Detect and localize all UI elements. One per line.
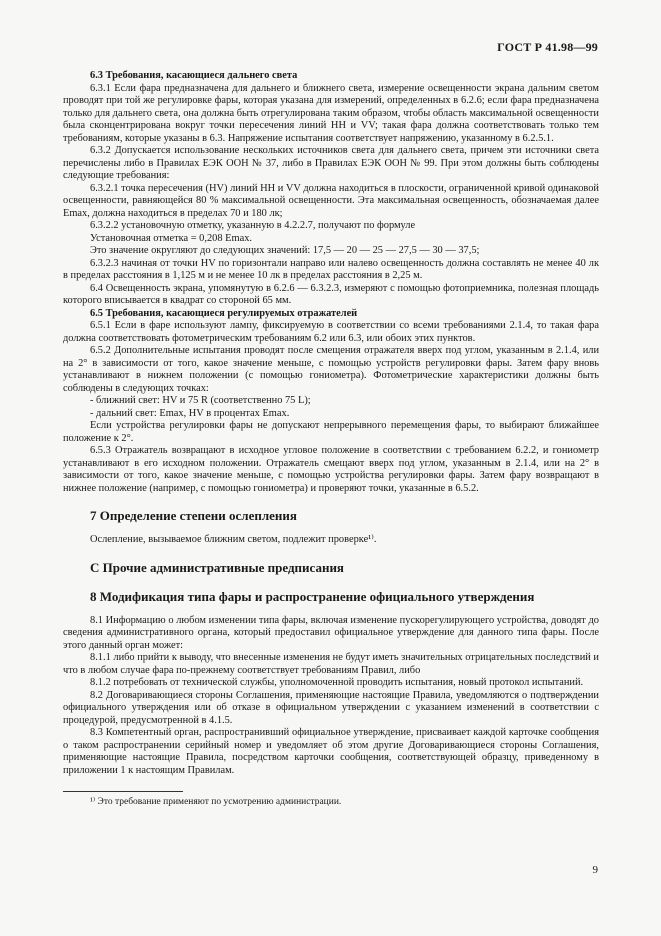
paragraph: 8.1.2 потребовать от технической службы, уполномоченной проводить испытания, новый протокол испытаний. [90, 677, 584, 688]
chapter-heading: 7 Определение степени ослепления [90, 508, 297, 523]
chapter-heading: С Прочие административные предписания [90, 559, 344, 575]
paragraph: 6.3.2.3 начиная от точки HV по горизонтали направо или налево освещенность должна составлять не менее 40 лк в пределах расстояния в 1,125 м и не менее 10 лк в пределах расстояния в 2,25 м. [63, 257, 599, 281]
footnote: ¹⁾ Это требование применяют по усмотрению администрации. [90, 797, 342, 807]
footnote-divider [63, 791, 183, 792]
paragraph: Ослепление, вызываемое ближним светом, подлежит проверке¹⁾. [90, 534, 377, 545]
paragraph: 8.3 Компетентный орган, распространивший официальное утверждение, присваивает каждой карточке сообщения о таком распространении серийный номер и уведомляет об этом другие Договаривающиеся стороны Соглашения, применяющие настоящие Правила, посредством карточки сообщения, соответствующей образцу, приведенному в приложении 1 к настоящим Правилам. [63, 727, 599, 776]
paragraph: 6.5.3 Отражатель возвращают в исходное угловое положение в соответствии с требованием 6.2.2, и гониометр устанавливают в его исходном положении. Отражатель смещают вверх под углом, указанным в 2.1.4, или на 2° в зависимости от того, какое значение меньше, с помощью устройства регулировки фары. Затем фару возвращают в нижнее положение (например, с помощью гониометра) и проверяют точки, указанные в 6.5.2. [63, 445, 599, 494]
formula-line: Установочная отметка = 0,208 Emax. [90, 232, 252, 244]
list-item: - дальний свет: Emax, HV в процентах Emax. [90, 407, 290, 419]
paragraph: 6.3.1 Если фара предназначена для дальнего и ближнего света, измерение освещенности экрана дальним светом проводят при той же регулировке фары, которая указана для измерений, определенных в 6.2.6; если фара предназначена только для дальнего света, она должна быть отрегулирована таким образом, чтобы область максимальной освещенности была сконцентрирована вокруг точки пересечения линий НН и VV; такая фара должна соответствовать только тем требованиям, которые указаны в 6.3. Напряжение испытания соответствует напряжению, указанному в 6.2.5.1. [63, 82, 599, 144]
section-heading: 6.5 Требования, касающиеся регулируемых отражателей [90, 307, 358, 319]
paragraph: 6.5.1 Если в фаре используют лампу, фиксируемую в соответствии со всеми требованиями 2.1.4, то такая фара должна соответствовать фотометрическим требованиям 6.2 или 6.3, или обоих этих пунктов. [63, 320, 599, 344]
paragraph: Это значение округляют до следующих значений: 17,5 — 20 — 25 — 27,5 — 30 — 37,5; [90, 245, 480, 256]
list-item: - ближний свет: HV и 75 R (соответственно 75 L); [90, 395, 311, 406]
paragraph: 6.5.2 Дополнительные испытания проводят после смещения отражателя вверх под углом, указанным в 2.1.4, или на 2° в зависимости от того, какое значение меньше, с помощью устройств регулировки фары. Затем фару вновь устанавливают в нижнем положении (с помощью гониометра). Фотометрические характеристики должны быть соблюдены в следующих точках: [63, 345, 599, 394]
standard-code-header: ГОСТ Р 41.98—99 [497, 40, 598, 54]
section-heading: 6.3 Требования, касающиеся дальнего света [90, 70, 298, 81]
paragraph: 6.3.2.1 точка пересечения (HV) линий НН и VV должна находиться в плоскости, ограниченной кривой одинаковой освещенности, равняющейся 80 % максимальной освещенности. Эта максимальная освещенность, обозначаемая далее Emax, должна находиться в пределах 70 и 180 лк; [63, 182, 599, 219]
paragraph: 8.1 Информацию о любом изменении типа фары, включая изменение пускорегулирующего устройства, доводят до сведения административного органа, который предоставил официальное утверждение для данного типа фары. После этого данный орган может: [63, 614, 599, 651]
paragraph: 6.3.2.2 установочную отметку, указанную в 4.2.2.7, получают по формуле [90, 220, 416, 231]
paragraph: Если устройства регулировки фары не допускают непрерывного перемещения фары, то выбирают ближайшее положение к 2°. [63, 420, 599, 444]
paragraph: 6.3.2 Допускается использование нескольких источников света для дальнего света, причем эти источники света перечислены либо в Правилах ЕЭК ООН № 37, либо в Правилах ЕЭК ООН № 99. При этом должны быть соблюдены следующие требования: [63, 145, 599, 181]
document-body [63, 70, 599, 808]
paragraph: 8.2 Договаривающиеся стороны Соглашения, применяющие настоящие Правила, уведомляются о подтверждении официального утверждения или об отказе в официальном утверждении с указанием изменений в соответствии с процедурой, предусмотренной в 4.1.5. [63, 689, 599, 726]
chapter-heading: 8 Модификация типа фары и распространение официального утверждения [90, 588, 535, 604]
paragraph: 8.1.1 либо прийти к выводу, что внесенные изменения не будут иметь значительных отрицательных последствий и что в любом случае фара по-прежнему соответствует требованиям Правил, либо [63, 652, 599, 676]
paragraph: 6.4 Освещенность экрана, упомянутую в 6.2.6 — 6.3.2.3, измеряют с помощью фотоприемника, полезная площадь которого вписывается в квадрат со стороной 65 мм. [63, 282, 599, 306]
page-number: 9 [592, 864, 598, 876]
